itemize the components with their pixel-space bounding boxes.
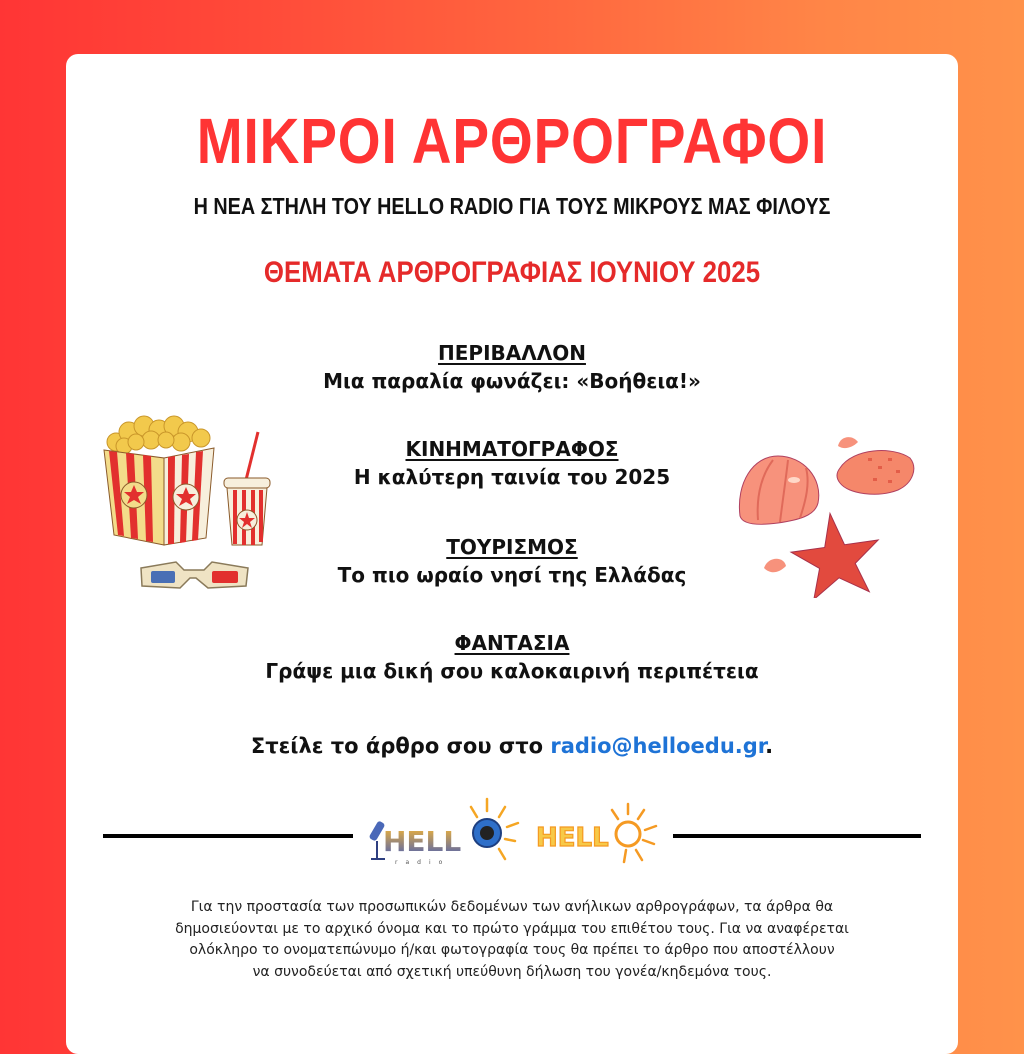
left-divider-line bbox=[103, 834, 353, 838]
privacy-notice bbox=[0, 897, 1024, 983]
svg-text:radio: radio bbox=[395, 859, 451, 866]
topic-description: Μια παραλία φωνάζει: «Βοήθεια!» bbox=[323, 369, 701, 393]
topic-heading: ΦΑΝΤΑΣΙΑ bbox=[454, 631, 570, 655]
privacy-notice-line: Για την προστασία των προσωπικών δεδομένων των ανήλικων αρθρογράφων, τα άρθρα θα bbox=[190, 899, 834, 915]
topic-fantasy bbox=[0, 630, 1024, 686]
contact-line bbox=[0, 734, 1024, 758]
poster-title: ΜΙΚΡΟΙ ΑΡΘΡΟΓΡΑΦΟΙ bbox=[196, 105, 828, 177]
topic-description: Γράψε μια δική σου καλοκαιρινή περιπέτεια bbox=[265, 659, 759, 683]
topic-heading: ΤΟΥΡΙΣΜΟΣ bbox=[446, 535, 578, 559]
topic-heading: ΚΙΝΗΜΑΤΟΓΡΑΦΟΣ bbox=[405, 437, 619, 461]
topic-heading: ΠΕΡΙΒΑΛΛΟΝ bbox=[438, 341, 586, 365]
hello-text: HELL bbox=[536, 823, 609, 853]
privacy-notice-line: ολόκληρο το ονοματεπώνυμο ή/και φωτογραφία τους θα πρέπει το άρθρο που αποστέλλουν bbox=[189, 942, 835, 958]
privacy-notice-line: δημοσιεύονται με το αρχικό όνομα και το πρώτο γράμμα του επιθέτου τους. Για να αναφέρεται bbox=[175, 920, 849, 937]
popcorn-illustration-icon bbox=[96, 410, 276, 595]
hello-logo-icon bbox=[532, 800, 660, 868]
month-heading: ΘΕΜΑΤΑ ΑΡΘΡΟΓΡΑΦΙΑΣ ΙΟΥΝΙΟΥ 2025 bbox=[263, 256, 761, 289]
hello-radio-logo-icon bbox=[365, 793, 525, 868]
topic-description: Η καλύτερη ταινία του 2025 bbox=[353, 465, 671, 489]
hello-radio-text: HELL bbox=[383, 825, 462, 858]
right-divider-line bbox=[673, 834, 921, 838]
topic-description: Το πιο ωραίο νησί της Ελλάδας bbox=[337, 563, 687, 587]
poster-subtitle: Η ΝΕΑ ΣΤΗΛΗ ΤΟΥ HELLO RADIO ΓΙΑ ΤΟΥΣ ΜΙΚΡΟΥΣ ΜΑΣ ΦΙΛΟΥΣ bbox=[193, 193, 831, 219]
contact-prefix: Στείλε το άρθρο σου στο bbox=[250, 734, 551, 758]
contact-suffix: . bbox=[765, 734, 774, 758]
topic-environment bbox=[0, 340, 1024, 396]
privacy-notice-line: να συνοδεύεται από σχετική υπεύθυνη δήλωση του γονέα/κηδεμόνα τους. bbox=[252, 963, 772, 980]
seashells-illustration-icon bbox=[728, 428, 938, 598]
contact-email-link[interactable]: radio@helloedu.gr bbox=[550, 734, 766, 758]
